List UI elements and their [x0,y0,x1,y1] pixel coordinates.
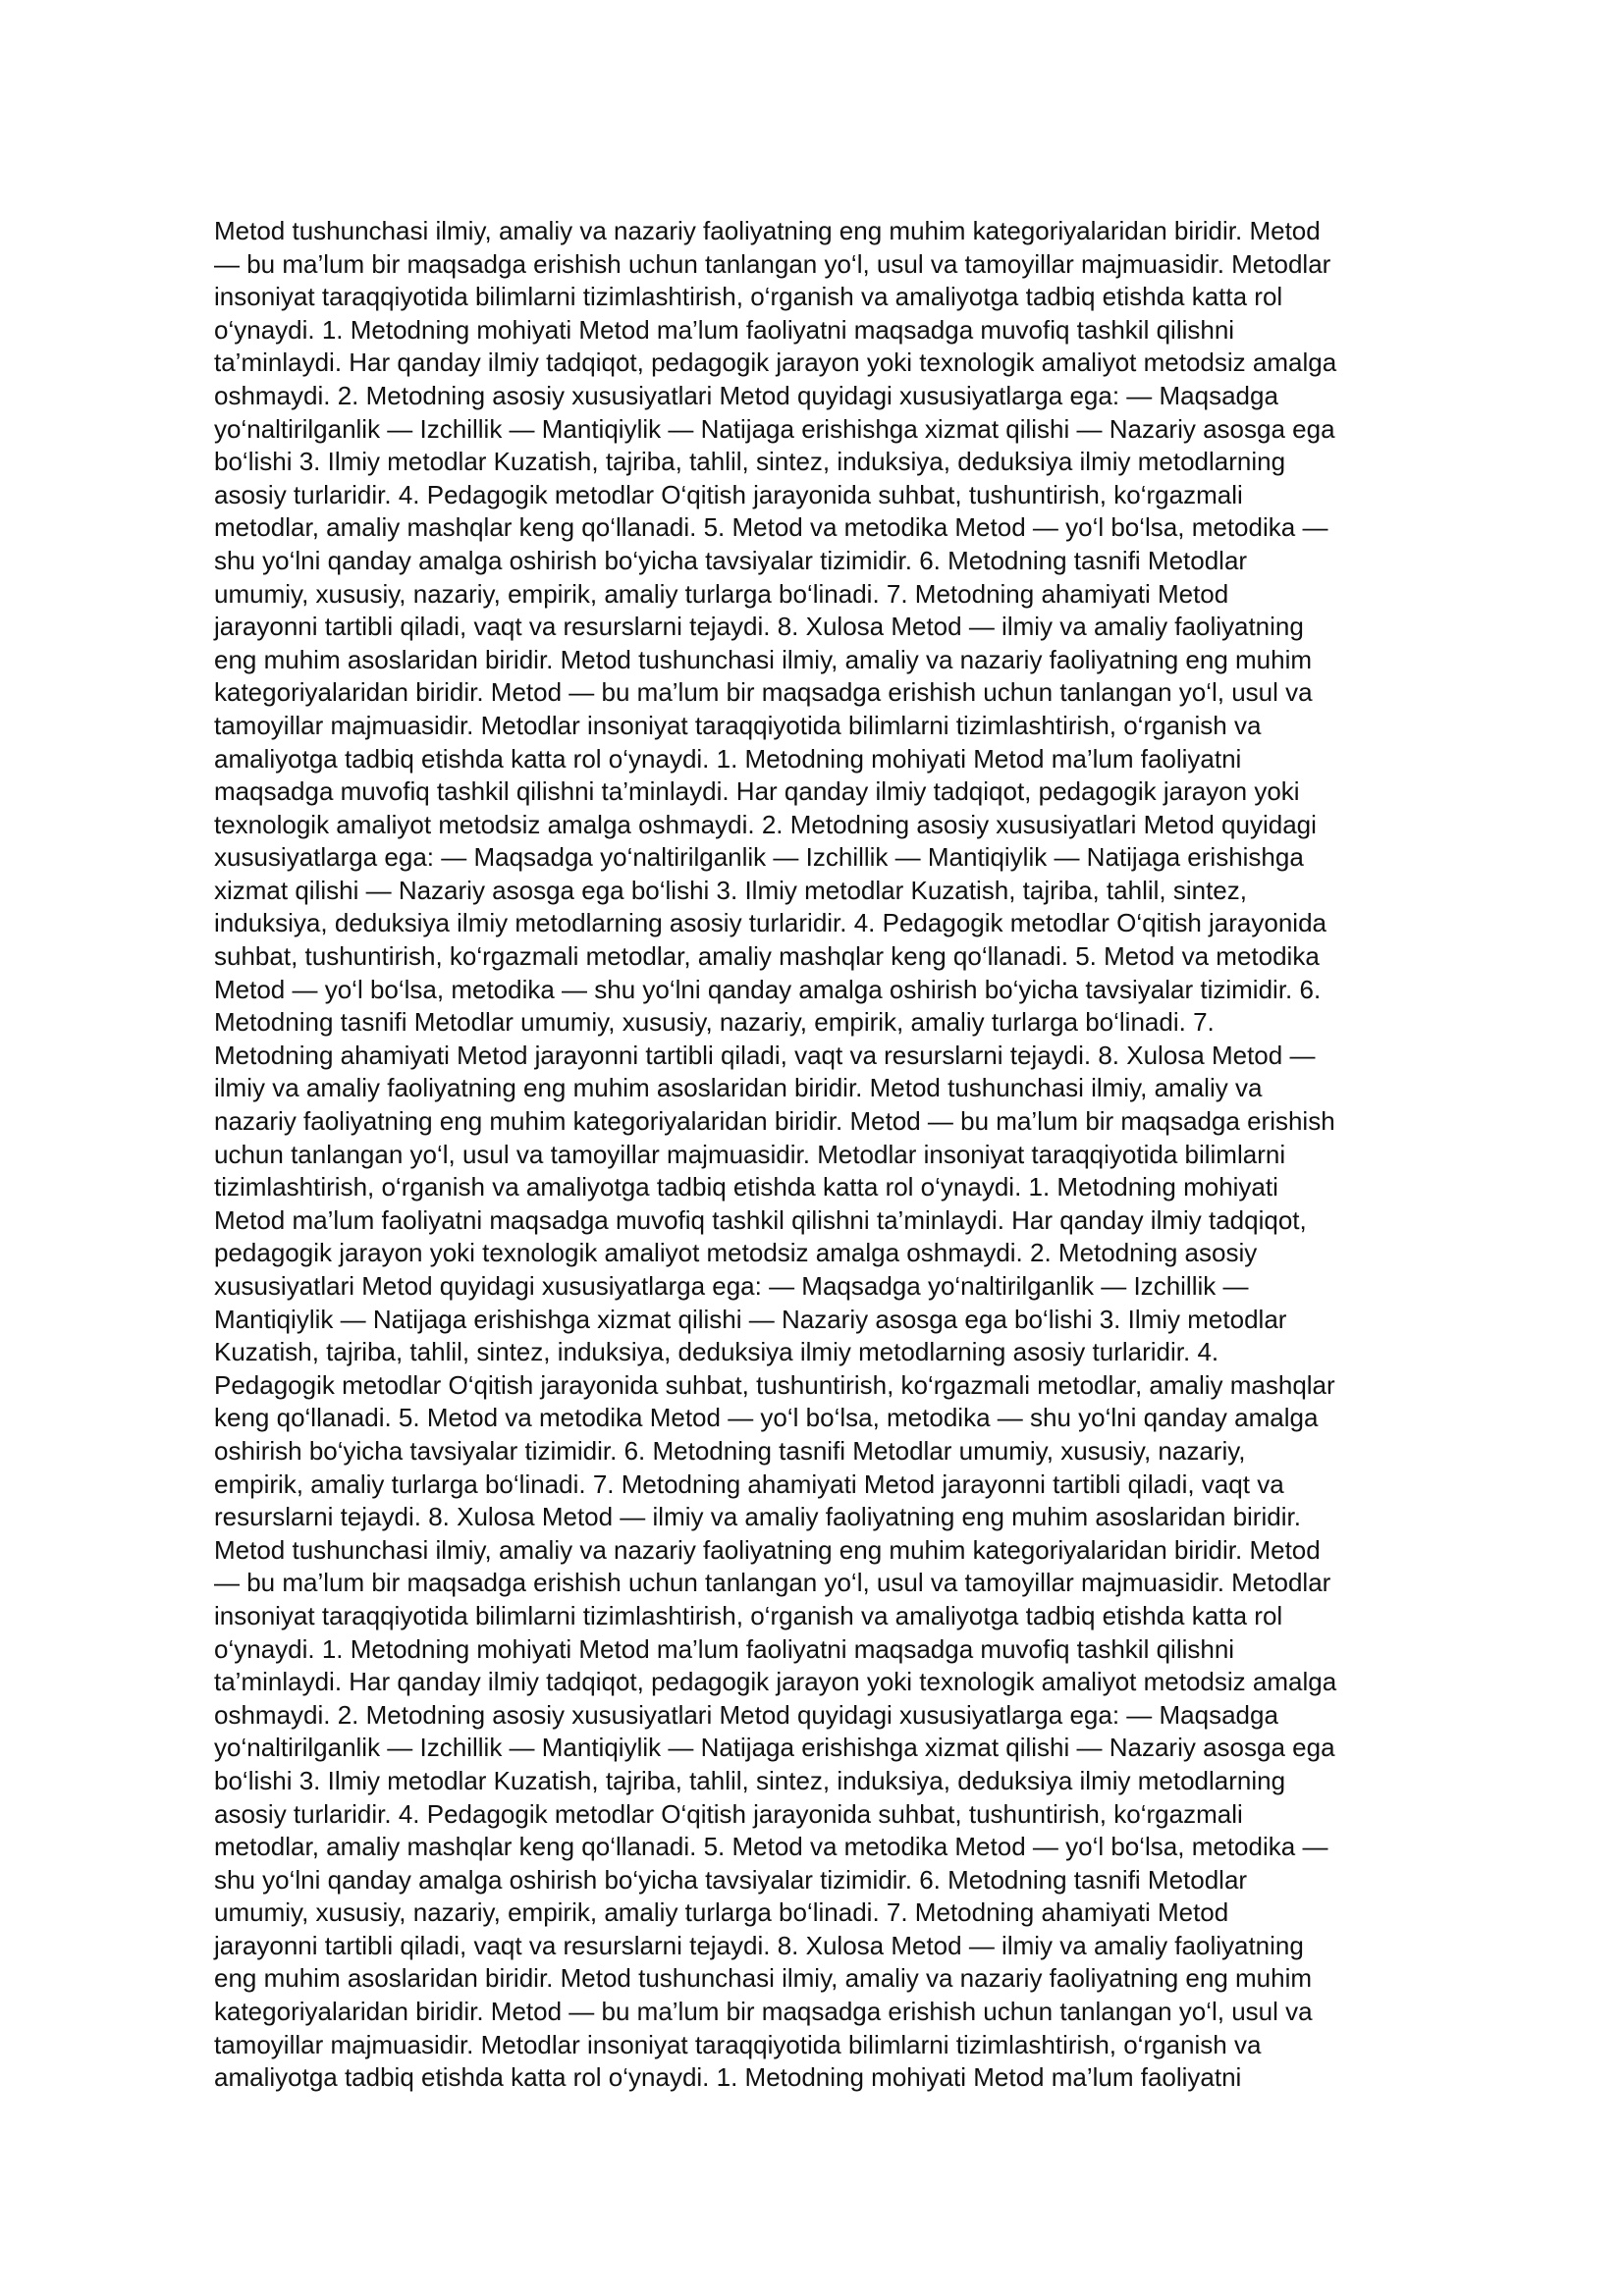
text-line: insoniyat taraqqiyotida bilimlarni tizimlashtirish, o‘rganish va amaliyotga tadbiq etishda katta rol [214,282,1283,312]
text-line: umumiy, xususiy, nazariy, empirik, amaliy turlarga bo‘linadi. 7. Metodning ahamiyati Metod [214,578,1229,609]
text-line: tamoyillar majmuasidir. Metodlar insoniyat taraqqiyotida bilimlarni tizimlashtirish, o‘rganish va [214,2029,1262,2059]
text-line: kategoriyalaridan biridir. Metod — bu ma’lum bir maqsadga erishish uchun tanlangan yo‘l, usul va [214,1997,1313,2027]
text-line: — bu ma’lum bir maqsadga erishish uchun tanlangan yo‘l, usul va tamoyillar majmuasidir. Metodlar [214,248,1331,279]
text-line: oshmaydi. 2. Metodning asosiy xususiyatlari Metod quyidagi xususiyatlarga ega: — Maqsadga [214,1699,1278,1730]
text-line: jarayonni tartibli qiladi, vaqt va resurslarni tejaydi. 8. Xulosa Metod — ilmiy va amaliy faoliyatning [214,612,1304,642]
text-line: shu yo‘lni qanday amalga oshirish bo‘yicha tavsiyalar tizimidir. 6. Metodning tasnifi Metodlar [214,1864,1248,1895]
text-line: ta’minlaydi. Har qanday ilmiy tadqiqot, pedagogik jarayon yoki texnologik amaliyot metodsiz amalga [214,1667,1337,1697]
text-line: induksiya, deduksiya ilmiy metodlarning asosiy turlaridir. 4. Pedagogik metodlar O‘qitish jarayonida [214,908,1327,938]
text-line: nazariy faoliyatning eng muhim kategoriyalaridan biridir. Metod — bu ma’lum bir maqsadga erishish [214,1106,1335,1137]
text-line: asosiy turlaridir. 4. Pedagogik metodlar O‘qitish jarayonida suhbat, tushuntirish, ko‘rgazmali [214,1798,1243,1829]
text-line: Kuzatish, tajriba, tahlil, sintez, induksiya, deduksiya ilmiy metodlarning asosiy turlaridir. 4. [214,1337,1219,1367]
text-line: ilmiy va amaliy faoliyatning eng muhim asoslaridan biridir. Metod tushunchasi ilmiy, amaliy va [214,1073,1263,1103]
text-line: keng qo‘llanadi. 5. Metod va metodika Metod — yo‘l bo‘lsa, metodika — shu yo‘lni qanday amalga [214,1403,1319,1433]
text-line: texnologik amaliyot metodsiz amalga oshmaydi. 2. Metodning asosiy xususiyatlari Metod quyidagi [214,809,1317,839]
body-paragraph [214,215,1424,2095]
text-line: Metodning ahamiyati Metod jarayonni tartibli qiladi, vaqt va resurslarni tejaydi. 8. Xulosa Metod — [214,1040,1316,1070]
text-line: amaliyotga tadbiq etishda katta rol o‘ynaydi. 1. Metodning mohiyati Metod ma’lum faoliyatni [214,2062,1242,2093]
text-line: amaliyotga tadbiq etishda katta rol o‘ynaydi. 1. Metodning mohiyati Metod ma’lum faoliyatni [214,743,1242,774]
text-line: eng muhim asoslaridan biridir. Metod tushunchasi ilmiy, amaliy va nazariy faoliyatning eng muhim [214,1963,1313,1994]
text-line: bo‘lishi 3. Ilmiy metodlar Kuzatish, tajriba, tahlil, sintez, induksiya, deduksiya ilmiy metodlarning [214,1765,1286,1795]
text-line: insoniyat taraqqiyotida bilimlarni tizimlashtirish, o‘rganish va amaliyotga tadbiq etishda katta rol [214,1600,1283,1630]
text-line: empirik, amaliy turlarga bo‘linadi. 7. Metodning ahamiyati Metod jarayonni tartibli qiladi, vaqt va [214,1468,1284,1499]
text-line: maqsadga muvofiq tashkil qilishni ta’minlaydi. Har qanday ilmiy tadqiqot, pedagogik jarayon yoki [214,776,1300,807]
text-line: kategoriyalaridan biridir. Metod — bu ma’lum bir maqsadga erishish uchun tanlangan yo‘l, usul va [214,677,1313,708]
text-line: o‘ynaydi. 1. Metodning mohiyati Metod ma’lum faoliyatni maqsadga muvofiq tashkil qilishni [214,1633,1235,1664]
text-line: o‘ynaydi. 1. Metodning mohiyati Metod ma’lum faoliyatni maqsadga muvofiq tashkil qilishni [214,314,1235,345]
text-line: metodlar, amaliy mashqlar keng qo‘llanadi. 5. Metod va metodika Metod — yo‘l bo‘lsa, metodika — [214,512,1328,543]
text-line: oshirish bo‘yicha tavsiyalar tizimidir. 6. Metodning tasnifi Metodlar umumiy, xususiy, nazariy, [214,1435,1246,1466]
text-line: bo‘lishi 3. Ilmiy metodlar Kuzatish, tajriba, tahlil, sintez, induksiya, deduksiya ilmiy metodlarning [214,447,1286,477]
text-line: Pedagogik metodlar O‘qitish jarayonida suhbat, tushuntirish, ko‘rgazmali metodlar, amaliy mashqlar [214,1369,1335,1400]
text-line: resurslarni tejaydi. 8. Xulosa Metod — ilmiy va amaliy faoliyatning eng muhim asoslaridan biridir. [214,1502,1301,1532]
text-line: tizimlashtirish, o‘rganish va amaliyotga tadbiq etishda katta rol o‘ynaydi. 1. Metodning mohiyati [214,1172,1278,1202]
text-line: shu yo‘lni qanday amalga oshirish bo‘yicha tavsiyalar tizimidir. 6. Metodning tasnifi Metodlar [214,545,1248,575]
text-line: asosiy turlaridir. 4. Pedagogik metodlar O‘qitish jarayonida suhbat, tushuntirish, ko‘rgazmali [214,479,1243,509]
text-line: pedagogik jarayon yoki texnologik amaliyot metodsiz amalga oshmaydi. 2. Metodning asosiy [214,1238,1258,1268]
text-line: Metod — yo‘l bo‘lsa, metodika — shu yo‘lni qanday amalga oshirish bo‘yicha tavsiyalar tizimidir. 6. [214,974,1322,1004]
text-line: oshmaydi. 2. Metodning asosiy xususiyatlari Metod quyidagi xususiyatlarga ega: — Maqsadga [214,380,1278,410]
text-line: xususiyatlarga ega: — Maqsadga yo‘naltirilganlik — Izchillik — Mantiqiylik — Natijaga erishishga [214,842,1304,873]
text-line: yo‘naltirilganlik — Izchillik — Mantiqiylik — Natijaga erishishga xizmat qilishi — Nazariy asosga ega [214,1733,1335,1763]
text-line: eng muhim asoslaridan biridir. Metod tushunchasi ilmiy, amaliy va nazariy faoliyatning eng muhim [214,644,1313,674]
text-line: Metod ma’lum faoliyatni maqsadga muvofiq tashkil qilishni ta’minlaydi. Har qanday ilmiy tadqiqot, [214,1204,1307,1235]
text-line: ta’minlaydi. Har qanday ilmiy tadqiqot, pedagogik jarayon yoki texnologik amaliyot metodsiz amalga [214,347,1337,378]
text-line: suhbat, tushuntirish, ko‘rgazmali metodlar, amaliy mashqlar keng qo‘llanadi. 5. Metod va metodika [214,941,1320,972]
text-line: yo‘naltirilganlik — Izchillik — Mantiqiylik — Natijaga erishishga xizmat qilishi — Nazariy asosga ega [214,413,1335,444]
text-line: Metodning tasnifi Metodlar umumiy, xususiy, nazariy, empirik, amaliy turlarga bo‘linadi. 7. [214,1007,1215,1038]
text-line: Metod tushunchasi ilmiy, amaliy va nazariy faoliyatning eng muhim kategoriyalaridan biridir. Metod [214,1534,1321,1565]
text-line: umumiy, xususiy, nazariy, empirik, amaliy turlarga bo‘linadi. 7. Metodning ahamiyati Metod [214,1897,1229,1928]
text-line: Metod tushunchasi ilmiy, amaliy va nazariy faoliyatning eng muhim kategoriyalaridan biridir. Metod [214,216,1321,245]
text-line: jarayonni tartibli qiladi, vaqt va resurslarni tejaydi. 8. Xulosa Metod — ilmiy va amaliy faoliyatning [214,1930,1304,1960]
text-line: — bu ma’lum bir maqsadga erishish uchun tanlangan yo‘l, usul va tamoyillar majmuasidir. Metodlar [214,1568,1331,1598]
text-line: tamoyillar majmuasidir. Metodlar insoniyat taraqqiyotida bilimlarni tizimlashtirish, o‘rganish va [214,710,1262,740]
text-line: metodlar, amaliy mashqlar keng qo‘llanadi. 5. Metod va metodika Metod — yo‘l bo‘lsa, metodika — [214,1832,1328,1862]
text-line: xususiyatlari Metod quyidagi xususiyatlarga ega: — Maqsadga yo‘naltirilganlik — Izchillik — [214,1271,1249,1301]
text-line: uchun tanlangan yo‘l, usul va tamoyillar majmuasidir. Metodlar insoniyat taraqqiyotida bilimlarni [214,1139,1286,1169]
text-line: xizmat qilishi — Nazariy asosga ega bo‘lishi 3. Ilmiy metodlar Kuzatish, tajriba, tahlil, sintez, [214,875,1247,905]
text-line: Mantiqiylik — Natijaga erishishga xizmat qilishi — Nazariy asosga ega bo‘lishi 3. Ilmiy metodlar [214,1304,1287,1334]
